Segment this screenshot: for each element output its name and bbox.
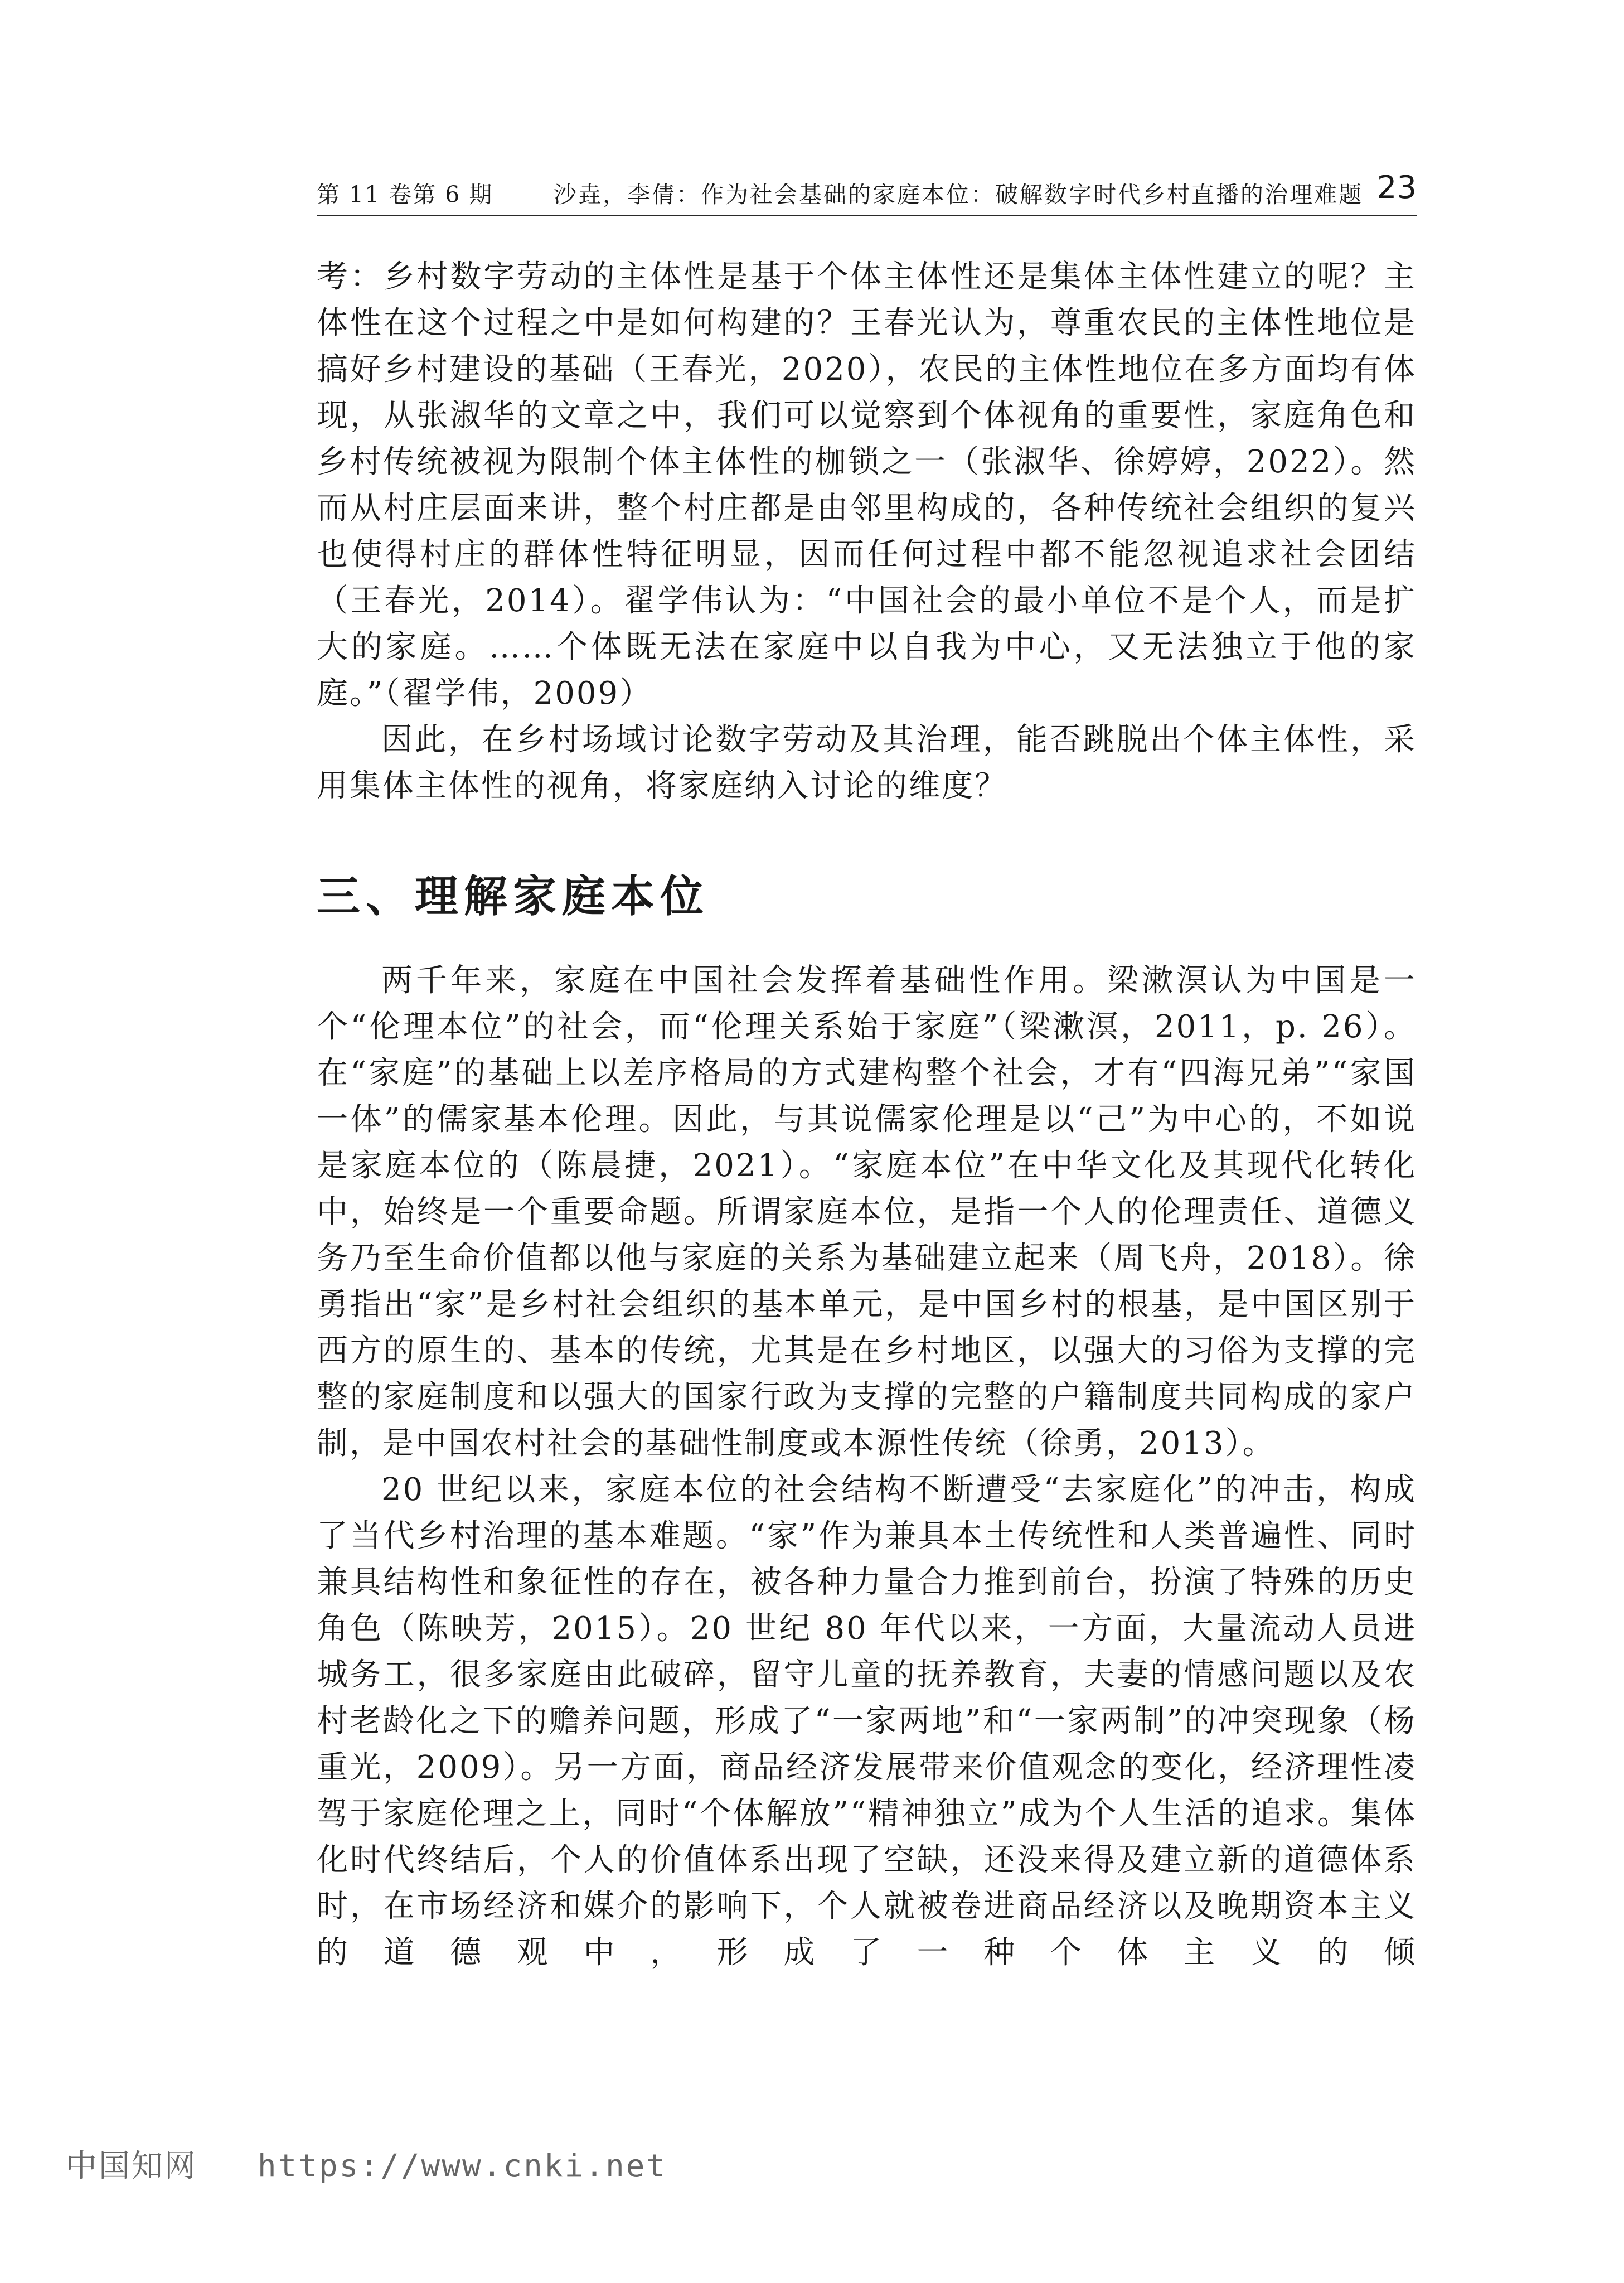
body-text-bottom [317, 957, 1417, 1976]
journal-issue: 第 11 卷第 6 期 [317, 181, 493, 208]
paragraph: 因此，在乡村场域讨论数字劳动及其治理，能否跳脱出个体主体性，采用集体主体性的视角，将家庭纳入讨论的维度？ [317, 722, 1417, 804]
cnki-logo: 中国知网 [66, 2148, 197, 2184]
watermark-footer [66, 2141, 667, 2186]
page-number: 23 [1376, 170, 1417, 206]
body-text-top [317, 254, 1417, 809]
running-header [317, 167, 1417, 216]
cnki-url: https://www.cnki.net [257, 2148, 667, 2184]
paragraph-continued: 考：乡村数字劳动的主体性是基于个体主体性还是集体主体性建立的呢？主体性在这个过程之中是如何构建的？王春光认为，尊重农民的主体性地位是搞好乡村建设的基础（王春光，2020），农民的主体性地位在多方面均有体现，从张淑华的文章之中，我们可以觉察到个体视角的重要性，家庭角色和乡村传统被视为限制个体主体性的枷锁之一（张淑华、徐婷婷，2022）。然而从村庄层面来讲，整个村庄都是由邻里构成的，各种传统社会组织的复兴也使得村庄的群体性特征明显，因而任何过程中都不能忽视追求社会团结（王春光，2014）。翟学伟认为：“中国社会的最小单位不是个人，而是扩大的家庭。……个体既无法在家庭中以自我为中心，又无法独立于他的家庭。”（翟学伟，2009） [317, 259, 1417, 712]
running-title: 沙垚，李倩：作为社会基础的家庭本位：破解数字时代乡村直播的治理难题 [554, 181, 1363, 208]
section-heading: 三、理解家庭本位 [317, 872, 710, 922]
paragraph: 20 世纪以来，家庭本位的社会结构不断遭受“去家庭化”的冲击，构成了当代乡村治理的基本难题。“家”作为兼具本土传统性和人类普遍性、同时兼具结构性和象征性的存在，被各种力量合力推到前台，扮演了特殊的历史角色（陈映芳，2015）。20 世纪 80 年代以来，一方面，大量流动人员进城务工，很多家庭由此破碎，留守儿童的抚养教育，夫妻的情感问题以及农村老龄化之下的赡养问题，形成了“一家两地”和“一家两制”的冲突现象（杨重光，2009）。另一方面，商品经济发展带来价值观念的变化，经济理性凌驾于家庭伦理之上，同时“个体解放”“精神独立”成为个人生活的追求。集体化时代终结后，个人的价值体系出现了空缺，还没来得及建立新的道德体系时，在市场经济和媒介的影响下，个人就被卷进商品经济以及晚期资本主义的道德观中，形成了一种个体主义的倾 [317, 1472, 1417, 1971]
paragraph: 两千年来，家庭在中国社会发挥着基础性作用。梁漱溟认为中国是一个“伦理本位”的社会，而“伦理关系始于家庭”（梁漱溟，2011，p. 26）。在“家庭”的基础上以差序格局的方式建构整个社会，才有“四海兄弟”“家国一体”的儒家基本伦理。因此，与其说儒家伦理是以“己”为中心的，不如说是家庭本位的（陈晨捷，2021）。“家庭本位”在中华文化及其现代化转化中，始终是一个重要命题。所谓家庭本位，是指一个人的伦理责任、道德义务乃至生命价值都以他与家庭的关系为基础建立起来（周飞舟，2018）。徐勇指出“家”是乡村社会组织的基本单元，是中国乡村的根基，是中国区别于西方的原生的、基本的传统，尤其是在乡村地区，以强大的习俗为支撑的完整的家庭制度和以强大的国家行政为支撑的完整的户籍制度共同构成的家户制，是中国农村社会的基础性制度或本源性传统（徐勇，2013）。 [317, 962, 1417, 1462]
